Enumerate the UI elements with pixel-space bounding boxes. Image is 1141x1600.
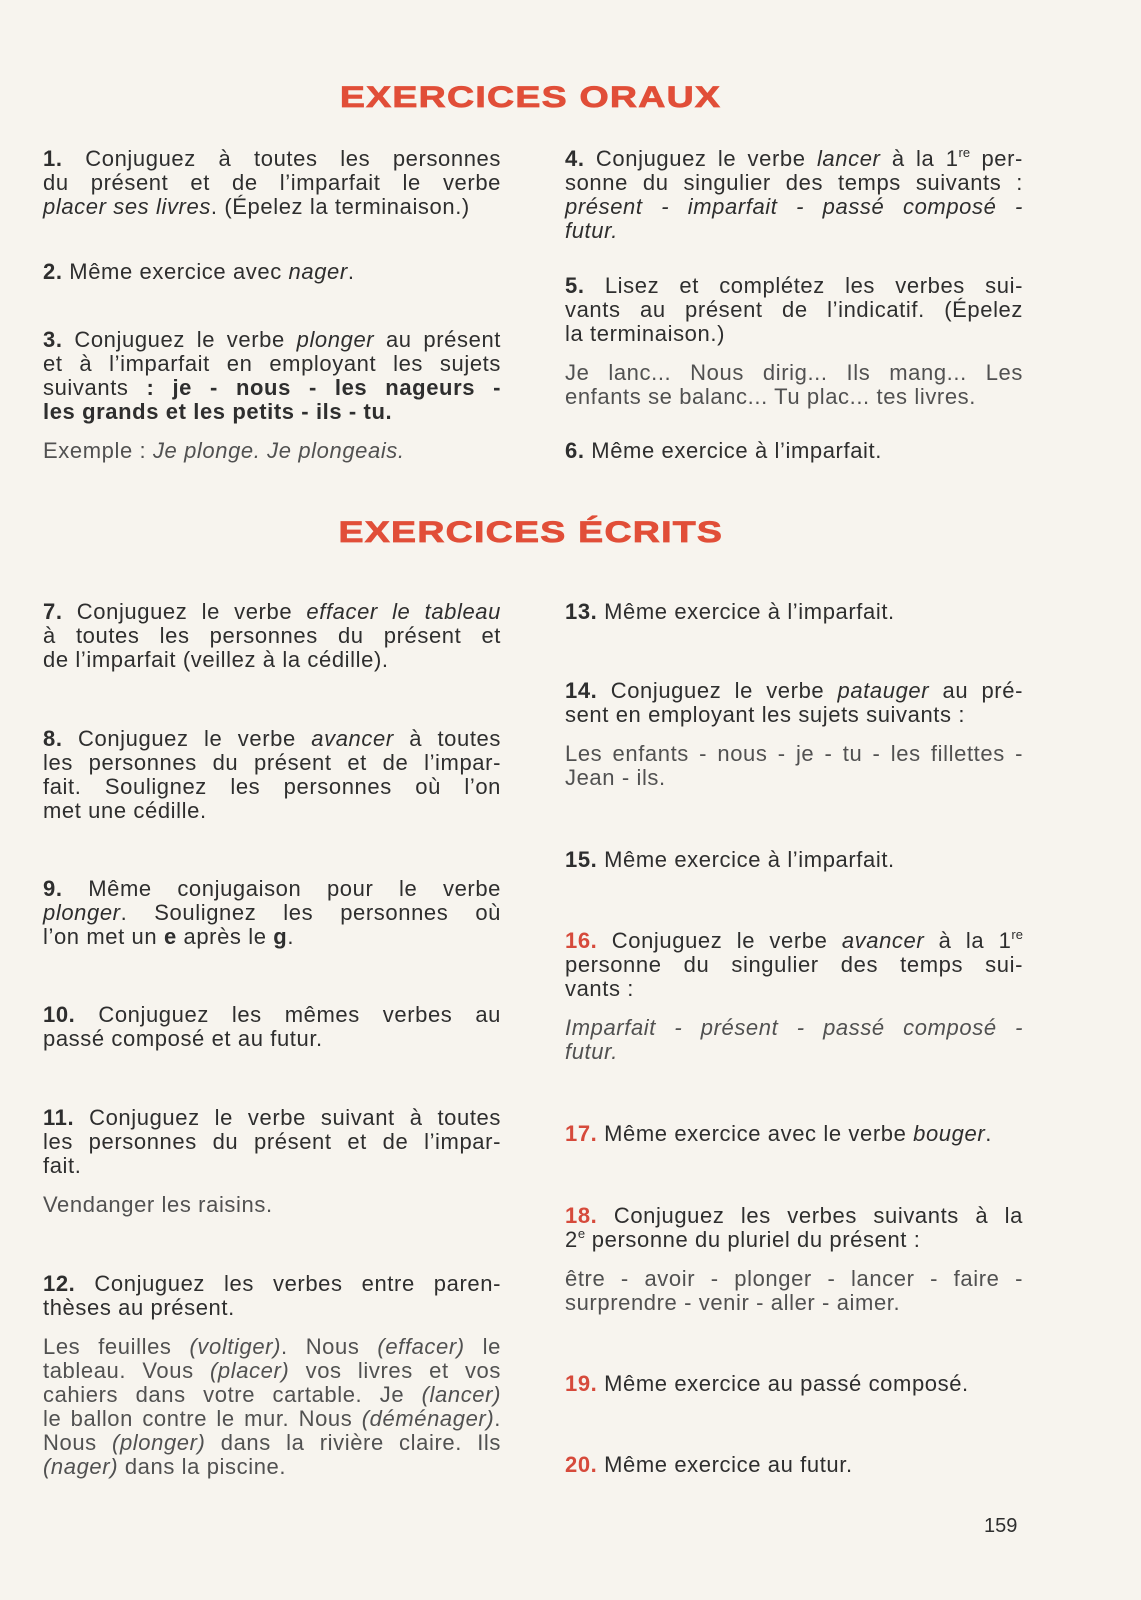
- text-run: les grands et les petits - ils - tu.: [43, 399, 393, 424]
- exercise-example: [43, 1335, 501, 1479]
- exercise-instruction: [43, 600, 501, 672]
- text-line: [43, 1455, 501, 1479]
- exercise-instruction: [565, 439, 1023, 463]
- text-run: e: [163, 924, 177, 949]
- text-run: l’on met un: [43, 924, 164, 949]
- text-line: [565, 1228, 1023, 1252]
- exercise-instruction: [565, 274, 1023, 346]
- text-run: à toutes: [393, 726, 501, 751]
- text-run: Conjuguez le verbe suivant à toutes: [89, 1105, 501, 1130]
- text-run: au pré-: [929, 678, 1023, 703]
- exercise-example: [43, 1193, 501, 1217]
- text-line: [565, 219, 1023, 243]
- exercise-18: [565, 1204, 1023, 1315]
- exercise-instruction: [43, 260, 501, 284]
- text-run: (déménager): [361, 1406, 495, 1431]
- text-run: Conjuguez les mêmes verbes au: [98, 1002, 501, 1027]
- text-line: [565, 274, 1023, 298]
- text-run: . (Épelez la terminaison.): [210, 194, 470, 219]
- exercise-4: [565, 147, 1023, 243]
- text-run: Jean - ils.: [565, 765, 666, 790]
- text-run: Conjuguez les verbes suivants à la: [613, 1203, 1023, 1228]
- text-run: (voltiger): [189, 1334, 282, 1359]
- exercise-2: [43, 260, 501, 284]
- text-line: [565, 1291, 1023, 1315]
- exercise-instruction: [43, 147, 501, 219]
- exercise-number: 20.: [565, 1452, 598, 1477]
- text-run: Conjuguez le verbe: [78, 726, 312, 751]
- text-run: Lisez et complétez les verbes sui-: [604, 273, 1023, 298]
- exercise-5: [565, 274, 1023, 409]
- text-line: [565, 195, 1023, 219]
- text-run: Même exercice à l’imparfait.: [604, 599, 895, 624]
- exercise-11: [43, 1106, 501, 1217]
- exercise-12: [43, 1272, 501, 1479]
- text-line: [565, 322, 1023, 346]
- text-run: Même exercice au passé composé.: [604, 1371, 969, 1396]
- exercise-number: 13.: [565, 599, 598, 624]
- text-line: [565, 600, 1023, 624]
- exercise-number: 9.: [43, 876, 63, 901]
- text-line: [43, 328, 501, 352]
- exercise-instruction: [565, 1204, 1023, 1252]
- exercise-6: [565, 439, 1023, 463]
- text-line: [43, 352, 501, 376]
- text-line: [565, 977, 1023, 1001]
- text-line: [43, 1106, 501, 1130]
- exercise-number: 3.: [43, 327, 63, 352]
- text-run: tableau. Vous: [43, 1358, 210, 1383]
- text-line: [43, 1027, 501, 1051]
- exercise-instruction: [565, 147, 1023, 243]
- text-run: de l’imparfait (veillez à la cédille).: [43, 647, 389, 672]
- text-run: Conjuguez le verbe: [74, 327, 297, 352]
- exercise-number: 8.: [43, 726, 63, 751]
- exercise-example: [565, 1016, 1023, 1064]
- exercise-number: 19.: [565, 1371, 598, 1396]
- text-run: (nager): [43, 1454, 119, 1479]
- text-run: Vendanger les raisins.: [43, 1192, 273, 1217]
- page-number: 159: [984, 1515, 1018, 1537]
- text-line: [43, 727, 501, 751]
- text-run: (plonger): [112, 1430, 206, 1455]
- exercise-20: [565, 1453, 1023, 1477]
- text-run: Imparfait - présent - passé composé -: [565, 1015, 1023, 1040]
- text-run: sent en employant les sujets suivants :: [565, 702, 966, 727]
- exercise-9: [43, 877, 501, 949]
- text-line: [43, 260, 501, 284]
- text-line: [43, 799, 501, 823]
- text-run: personne du pluriel du présent :: [585, 1227, 921, 1252]
- text-run: . Soulignez les personnes où: [120, 900, 501, 925]
- text-run: vos livres et vos: [289, 1358, 501, 1383]
- text-line: [43, 171, 501, 195]
- text-line: [43, 877, 501, 901]
- exercise-15: [565, 848, 1023, 872]
- superscript: re: [1011, 927, 1023, 942]
- superscript: e: [577, 1226, 586, 1241]
- text-run: dans la rivière claire. Ils: [205, 1430, 501, 1455]
- exercise-number: 6.: [565, 438, 585, 463]
- exercise-instruction: [565, 1372, 1023, 1396]
- text-run: plonger: [43, 900, 121, 925]
- text-run: vants :: [565, 976, 635, 1001]
- text-run: présent - imparfait - passé composé -: [565, 194, 1023, 219]
- text-run: futur.: [565, 218, 618, 243]
- text-run: sonne du singulier des temps suivants :: [565, 170, 1023, 195]
- text-line: [565, 1040, 1023, 1064]
- text-run: Même exercice avec le verbe: [604, 1121, 914, 1146]
- exercise-number: 2.: [43, 259, 63, 284]
- exercise-number: 7.: [43, 599, 63, 624]
- exercise-3: [43, 328, 501, 463]
- exercise-number: 4.: [565, 146, 585, 171]
- exercise-16: [565, 929, 1023, 1064]
- text-run: du présent et de l’imparfait le verbe: [43, 170, 501, 195]
- text-line: [565, 147, 1023, 171]
- text-line: [565, 953, 1023, 977]
- text-run: Les enfants - nous - je - tu - les fillettes -: [565, 741, 1023, 766]
- text-run: bouger: [913, 1121, 986, 1146]
- text-run: la terminaison.): [565, 321, 725, 346]
- text-run: futur.: [565, 1039, 618, 1064]
- text-line: [43, 195, 501, 219]
- text-line: [565, 742, 1023, 766]
- text-run: Même conjugaison pour le verbe: [88, 876, 501, 901]
- exercise-7: [43, 600, 501, 672]
- text-line: [43, 376, 501, 400]
- exercise-number: 1.: [43, 146, 63, 171]
- text-run: 2: [565, 1227, 578, 1252]
- text-run: après le: [176, 924, 274, 949]
- text-run: nager: [288, 259, 348, 284]
- text-run: Conjuguez le verbe: [611, 928, 842, 953]
- exercise-instruction: [565, 848, 1023, 872]
- text-line: [43, 1359, 501, 1383]
- exercise-10: [43, 1003, 501, 1051]
- text-line: [43, 1431, 501, 1455]
- exercise-instruction: [565, 929, 1023, 1001]
- exercise-instruction: [565, 679, 1023, 727]
- exercise-number: 18.: [565, 1203, 598, 1228]
- exercise-number: 11.: [43, 1105, 75, 1130]
- text-line: [565, 361, 1023, 385]
- text-run: surprendre - venir - aller - aimer.: [565, 1290, 901, 1315]
- text-line: [43, 1383, 501, 1407]
- text-run: Même exercice à l’imparfait.: [591, 438, 882, 463]
- text-run: Nous: [43, 1430, 113, 1455]
- text-line: [43, 775, 501, 799]
- text-run: cahiers dans votre cartable. Je: [43, 1382, 422, 1407]
- text-run: enfants se balanc... Tu plac... tes livres.: [565, 384, 976, 409]
- text-run: à toutes les personnes du présent et: [43, 623, 501, 648]
- exercise-number: 17.: [565, 1121, 598, 1146]
- text-run: Même exercice au futur.: [604, 1452, 853, 1477]
- exercise-instruction: [43, 328, 501, 424]
- section-heading-written: [300, 515, 762, 551]
- text-line: [43, 1335, 501, 1359]
- text-line: [565, 766, 1023, 790]
- text-line: [565, 385, 1023, 409]
- text-run: Conjuguez le verbe: [610, 678, 838, 703]
- exercise-17: [565, 1122, 1023, 1146]
- text-line: [565, 1204, 1023, 1228]
- text-line: [43, 1154, 501, 1178]
- text-line: [43, 1296, 501, 1320]
- exercise-instruction: [565, 600, 1023, 624]
- text-run: per-: [970, 146, 1023, 171]
- text-line: [43, 1003, 501, 1027]
- exercise-8: [43, 727, 501, 823]
- text-run: g: [273, 924, 288, 949]
- text-line: [565, 298, 1023, 322]
- text-run: Exemple :: [43, 438, 153, 463]
- text-line: [43, 439, 501, 463]
- text-line: [43, 624, 501, 648]
- exercise-number: 15.: [565, 847, 598, 872]
- text-run: met une cédille.: [43, 798, 207, 823]
- exercise-1: [43, 147, 501, 219]
- exercise-14: [565, 679, 1023, 790]
- text-run: vants au présent de l’indicatif. (Épelez: [565, 297, 1023, 322]
- text-run: le ballon contre le mur. Nous: [43, 1406, 362, 1431]
- text-line: [565, 848, 1023, 872]
- text-line: [565, 1453, 1023, 1477]
- text-run: personne du singulier des temps sui-: [565, 952, 1023, 977]
- text-run: fait. Soulignez les personnes où l’on: [43, 774, 501, 799]
- exercise-example: [565, 361, 1023, 409]
- exercise-instruction: [565, 1453, 1023, 1477]
- text-run: Même exercice avec: [69, 259, 289, 284]
- exercise-instruction: [43, 727, 501, 823]
- text-line: [43, 400, 501, 424]
- section-heading-text: EXERCICES ÉCRITS: [338, 516, 724, 549]
- superscript: re: [958, 145, 971, 160]
- text-run: Même exercice à l’imparfait.: [604, 847, 895, 872]
- text-run: . Nous: [281, 1334, 378, 1359]
- exercise-13: [565, 600, 1023, 624]
- text-run: plonger: [296, 327, 375, 352]
- text-line: [43, 600, 501, 624]
- text-line: [43, 1130, 501, 1154]
- text-run: (lancer): [421, 1382, 501, 1407]
- text-line: [43, 751, 501, 775]
- text-run: Conjuguez les verbes entre paren-: [94, 1271, 501, 1296]
- text-run: placer ses livres: [43, 194, 211, 219]
- text-line: [565, 439, 1023, 463]
- exercise-instruction: [43, 1106, 501, 1178]
- text-run: Conjuguez le verbe: [595, 146, 817, 171]
- text-run: et à l’imparfait en employant les sujets: [43, 351, 501, 376]
- text-line: [565, 929, 1023, 953]
- text-run: fait.: [43, 1153, 82, 1178]
- text-line: [565, 679, 1023, 703]
- text-run: les personnes du présent et de l’impar-: [43, 1129, 501, 1154]
- text-run: patauger: [837, 678, 930, 703]
- text-run: avancer: [311, 726, 394, 751]
- text-run: .: [494, 1406, 501, 1431]
- text-line: [565, 1372, 1023, 1396]
- exercise-instruction: [43, 877, 501, 949]
- exercise-number: 5.: [565, 273, 585, 298]
- text-run: effacer le tableau: [306, 599, 501, 624]
- text-run: être - avoir - plonger - lancer - faire -: [565, 1266, 1023, 1291]
- exercise-number: 12.: [43, 1271, 76, 1296]
- text-run: les personnes du présent et de l’impar-: [43, 750, 501, 775]
- text-line: [565, 1267, 1023, 1291]
- text-run: à la 1: [880, 146, 959, 171]
- text-run: .: [287, 924, 295, 949]
- section-heading-oral: [300, 80, 762, 116]
- exercise-example: [565, 742, 1023, 790]
- text-run: thèses au présent.: [43, 1295, 235, 1320]
- text-run: lancer: [816, 146, 881, 171]
- text-line: [43, 648, 501, 672]
- text-run: dans la piscine.: [118, 1454, 287, 1479]
- exercise-instruction: [43, 1003, 501, 1051]
- text-line: [565, 703, 1023, 727]
- text-run: (effacer): [377, 1334, 465, 1359]
- exercise-number: 16.: [565, 928, 598, 953]
- text-run: .: [985, 1121, 992, 1146]
- text-line: [43, 147, 501, 171]
- text-run: passé composé et au futur.: [43, 1026, 323, 1051]
- text-run: Conjuguez le verbe: [76, 599, 307, 624]
- text-line: [43, 1407, 501, 1431]
- text-run: le: [464, 1334, 501, 1359]
- text-run: (placer): [209, 1358, 290, 1383]
- text-run: Les feuilles: [43, 1334, 190, 1359]
- exercise-example: [43, 439, 501, 463]
- text-run: Je lanc... Nous dirig... Ils mang... Les: [565, 360, 1023, 385]
- exercise-number: 14.: [565, 678, 598, 703]
- text-run: à la 1: [924, 928, 1012, 953]
- text-line: [43, 925, 501, 949]
- text-run: au présent: [374, 327, 501, 352]
- text-line: [565, 1016, 1023, 1040]
- text-run: .: [347, 259, 355, 284]
- text-run: : je - nous - les nageurs -: [146, 375, 502, 400]
- text-line: [43, 1193, 501, 1217]
- text-line: [43, 901, 501, 925]
- text-line: [565, 1122, 1023, 1146]
- exercise-example: [565, 1267, 1023, 1315]
- exercise-19: [565, 1372, 1023, 1396]
- text-line: [43, 1272, 501, 1296]
- exercise-number: 10.: [43, 1002, 76, 1027]
- exercise-instruction: [565, 1122, 1023, 1146]
- text-line: [565, 171, 1023, 195]
- section-heading-text: EXERCICES ORAUX: [340, 81, 722, 114]
- exercise-instruction: [43, 1272, 501, 1320]
- text-run: avancer: [841, 928, 925, 953]
- text-run: suivants: [43, 375, 147, 400]
- text-run: Je plonge. Je plongeais.: [152, 438, 405, 463]
- text-run: Conjuguez à toutes les personnes: [85, 146, 501, 171]
